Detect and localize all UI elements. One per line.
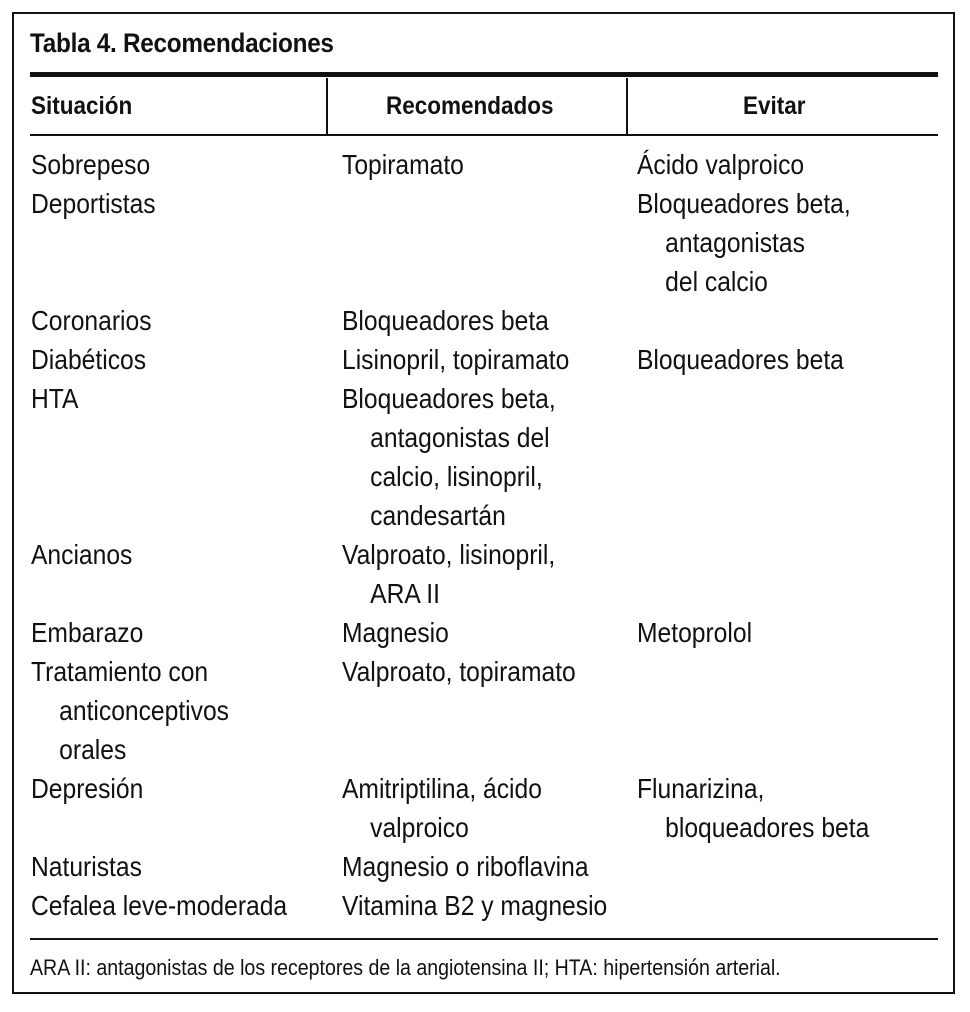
cell-line: Lisinopril, topiramato [342, 344, 570, 375]
cell-situacion [31, 886, 287, 925]
cell-evitar [637, 145, 804, 184]
cell-line: candesartán [370, 500, 506, 531]
cell-line: Valproato, lisinopril, [342, 539, 556, 570]
header-evitar: Evitar [743, 92, 806, 120]
header-divider-1 [326, 78, 328, 134]
cell-line: Bloqueadores beta, [637, 188, 851, 219]
cell-line: Bloqueadores beta [637, 344, 844, 375]
cell-line: valproico [370, 812, 469, 843]
cell-recomendados [342, 379, 556, 535]
cell-situacion [31, 652, 229, 769]
table-footnote: ARA II: antagonistas de los receptores de la angiotensina II; HTA: hipertensión arterial. [30, 955, 781, 980]
cell-situacion [31, 301, 152, 340]
cell-recomendados [342, 535, 555, 613]
header-divider-2 [626, 78, 628, 134]
cell-line: Deportistas [31, 188, 156, 219]
cell-evitar [637, 184, 851, 301]
cell-evitar [637, 340, 844, 379]
cell-situacion [31, 613, 143, 652]
header-rule [30, 134, 938, 136]
cell-line: Sobrepeso [31, 149, 151, 180]
header-situacion: Situación [31, 92, 133, 120]
cell-line: Naturistas [31, 851, 142, 882]
cell-line: Flunarizina, [637, 773, 765, 804]
cell-situacion [31, 145, 150, 184]
cell-line: Coronarios [31, 305, 152, 336]
cell-situacion [31, 379, 78, 418]
cell-recomendados [342, 613, 449, 652]
cell-line: antagonistas [665, 227, 805, 258]
cell-line: Embarazo [31, 617, 144, 648]
cell-line: Tratamiento con [31, 656, 209, 687]
cell-line: ARA II [370, 578, 441, 609]
cell-line: Magnesio o riboflavina [342, 851, 589, 882]
cell-situacion [31, 769, 143, 808]
cell-recomendados [342, 886, 607, 925]
cell-line: del calcio [665, 266, 768, 297]
cell-line: Valproato, topiramato [342, 656, 576, 687]
cell-evitar [637, 769, 869, 847]
cell-line: Topiramato [342, 149, 464, 180]
cell-line: Metoprolol [637, 617, 753, 648]
cell-recomendados [342, 769, 542, 847]
cell-line: Vitamina B2 y magnesio [342, 890, 608, 921]
cell-situacion [31, 847, 142, 886]
cell-line: bloqueadores beta [665, 812, 870, 843]
cell-situacion [31, 340, 146, 379]
cell-line: orales [59, 734, 127, 765]
title-rule [30, 72, 938, 77]
cell-line: Ancianos [31, 539, 133, 570]
cell-evitar [637, 613, 752, 652]
cell-line: Amitriptilina, ácido [342, 773, 542, 804]
cell-line: Diabéticos [31, 344, 147, 375]
cell-line: Bloqueadores beta, [342, 383, 556, 414]
cell-line: Depresión [31, 773, 144, 804]
table-title: Tabla 4. Recomendaciones [30, 28, 334, 58]
cell-line: Bloqueadores beta [342, 305, 549, 336]
cell-line: calcio, lisinopril, [370, 461, 543, 492]
cell-line: antagonistas del [370, 422, 550, 453]
cell-line: anticonceptivos [59, 695, 230, 726]
cell-recomendados [342, 340, 569, 379]
footnote-rule [30, 938, 938, 940]
cell-situacion [31, 535, 132, 574]
cell-recomendados [342, 652, 576, 691]
cell-recomendados [342, 145, 464, 184]
cell-recomendados [342, 301, 549, 340]
header-recomendados: Recomendados [386, 92, 554, 120]
cell-line: Magnesio [342, 617, 449, 648]
cell-line: Ácido valproico [637, 149, 805, 180]
cell-line: HTA [31, 383, 79, 414]
cell-line: Cefalea leve-moderada [31, 890, 288, 921]
cell-recomendados [342, 847, 589, 886]
cell-situacion [31, 184, 156, 223]
